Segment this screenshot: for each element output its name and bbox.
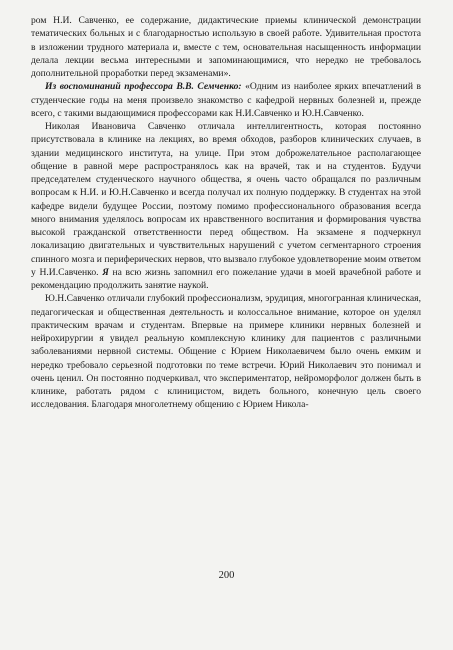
memoir-intro-text: «Одним из наиболее ярких впечатлений в студенческие годы на меня произвело знакомство с кафедрой нервных болезней и, прежде всего, с такими выдающимися профессорами как Н.И.Савченко и Ю.Н.Савченко.: [31, 81, 421, 119]
page-number: 200: [218, 570, 235, 581]
paragraph-yuri-savchenko: Ю.Н.Савченко отличали глубокий профессионализм, эрудиция, многогранная клиническая, педагогическая и общественная деятельность и колоссальное внимание, которое он уделял практическим врачам и студентам. Впервые на примере клиники нервных болезней и нейрохирургии я увидел реальную комплексную клинику для пациентов с различными заболеваниями нервной системы. Общение с Юрием Николаевичем было очень емким и нередко требовало серьезной подготовки по теме встречи. Юрий Николаевич это понимал и очень ценил. Он постоянно подчеркивал, что экспериментатор, нейроморфолог должен быть в клинике, работать рядом с клиницистом, видеть больного, конечную цель своего исследования. Благодаря многолетнему общению с Юрием Никола-: [31, 293, 421, 411]
paragraph-nikolai-savchenko: [31, 120, 421, 292]
paragraph-memoir-intro: [31, 80, 421, 120]
emphasis-word: Я: [98, 266, 109, 278]
paragraph-body: Николая Ивановича Савченко отличала интеллигентность, которая постоянно присутствовала в клинике на лекциях, во время обходов, разборов клинических случаев, в здании медицинского института, на улице. При этом доброжелательное располагающее общение в равной мере распространялось как на врачей, так и на студентов. Будучи председателем студенческого научного общества, я очень часто обращался по различным вопросам к Н.И. и Ю.Н.Савченко и всегда получал их полную поддержку. В студентах на этой кафедре видели будущее России, поэтому помимо профессионального образования всегда много внимания уделялось вопросам их нравственного воспитания и формирования чувства высокой гражданской ответственности перед обществом. На экзамене я подчеркнул локализацию двигательных и чувствительных нарушений с учетом сегментарного строения спинного мозга и периферических нервов, что вызвало глубокое удовлетворение моим ответом у Н.И.Савченко.: [31, 121, 421, 278]
paragraph-continuation: ром Н.И. Савченко, ее содержание, дидактические приемы клинической демонстрации тематических больных и с благодарностью использую в своей работе. Удивительная простота в изложении трудного материала и, вместе с тем, основательная насыщенность информации делала лекции весьма интересными и запоминающимися, что нередко не требовалось дополнительной проработки перед экзаменами».: [31, 15, 421, 79]
paragraph-tail: на всю жизнь запомнил его пожелание удачи в моей врачебной работе и рекомендацию продолжить занятие наукой.: [31, 266, 421, 291]
memoir-source-heading: Из воспоминаний профессора В.В. Семченко:: [45, 81, 242, 93]
